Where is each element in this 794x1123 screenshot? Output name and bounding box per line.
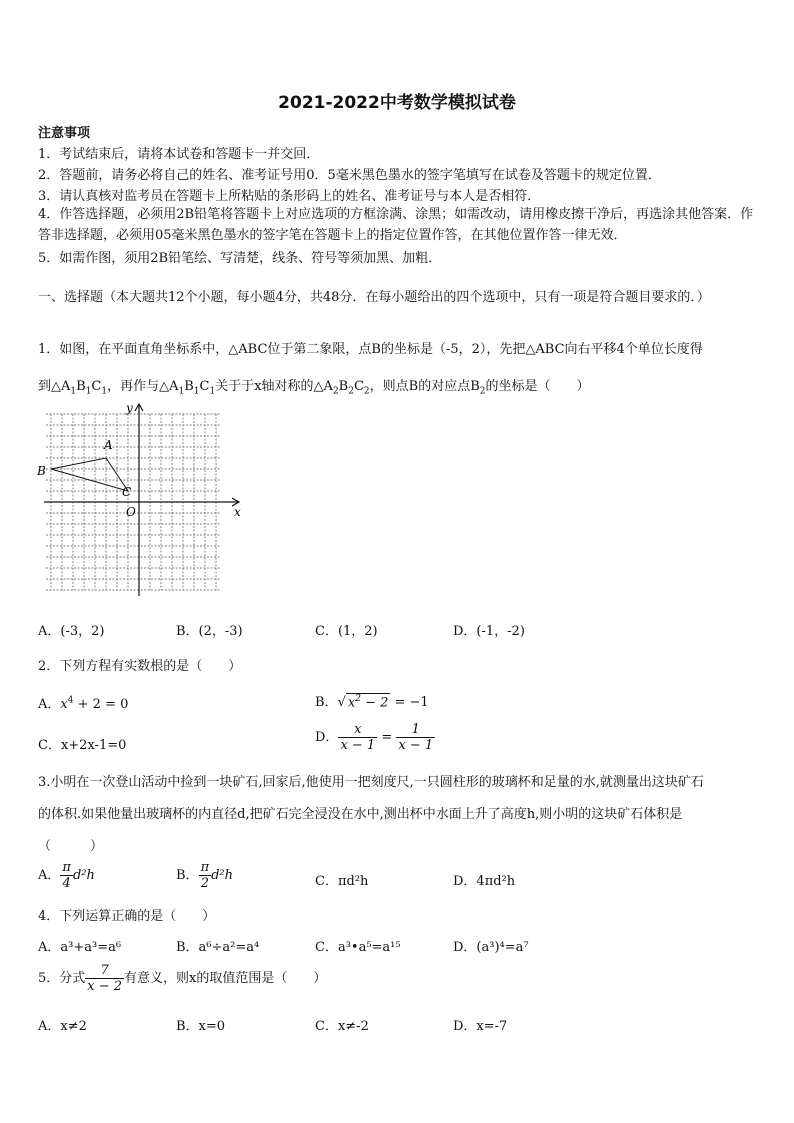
notice-item-3: 3．请认真核对监考员在答题卡上所粘贴的条形码上的姓名、准考证号与本人是否相符． — [38, 189, 541, 204]
q3-stem-line2: 的体积.如果他量出玻璃杯的内直径d,把矿石完全浸没在水中,测出杯中水面上升了高度h,则小明的这块矿石体积是 — [38, 807, 683, 822]
q3-option-c[interactable]: C．πd²h — [315, 874, 369, 889]
page-title: 2021-2022中考数学模拟试卷 — [278, 93, 516, 113]
q3-option-a[interactable]: A． $\frac{\pi}{4}$ d²h — [38, 860, 95, 891]
q3-stem-line1: 3.小明在一次登山活动中捡到一块矿石,回家后,他使用一把刻度尺,一只圆柱形的玻璃杯和足量的水,就测量出这块矿石 — [38, 775, 704, 790]
q1-option-b[interactable]: B．(2，-3) — [176, 624, 243, 639]
label-a: A — [104, 438, 113, 452]
q3-option-d[interactable]: D．4πd²h — [453, 874, 516, 889]
q5-option-d[interactable]: D．x=-7 — [453, 1019, 508, 1034]
label-x: x — [234, 505, 241, 519]
q5-option-a[interactable]: A．x≠2 — [38, 1019, 87, 1034]
q4-option-a[interactable]: A．a³+a³=a⁶ — [38, 940, 122, 955]
q1-option-c[interactable]: C．(1，2) — [315, 624, 378, 639]
q4-option-b[interactable]: B．a⁶÷a²=a⁴ — [176, 940, 260, 955]
q4-option-c[interactable]: C．a³•a⁵=a¹⁵ — [315, 940, 401, 955]
q2-stem: 2．下列方程有实数根的是（ ） — [38, 659, 242, 674]
q2-option-b[interactable]: B．√ $x^2 - 2 = -1$ — [315, 693, 429, 710]
q3-option-b[interactable]: B． $\frac{\pi}{2}$ d²h — [176, 860, 234, 891]
q5-option-c[interactable]: C．x≠-2 — [315, 1019, 369, 1034]
q2-option-d[interactable]: D． $\frac{x}{x - 1}$ = $\frac{1}{x - 1}$ — [315, 722, 434, 753]
label-origin: O — [126, 505, 136, 519]
triangle-abc — [51, 458, 128, 491]
q5-stem: 5．分式 $\frac{7}{x - 2}$ 有意义，则x的取值范围是（ ） — [38, 963, 327, 994]
notice-heading: 注意事项 — [38, 126, 91, 141]
q1-stem-line1: 1．如图，在平面直角坐标系中，△ABC位于第二象限，点B的坐标是（-5，2），先把△ABC向右平移4个单位长度得 — [38, 342, 703, 357]
label-c: C — [122, 485, 132, 499]
q1-option-d[interactable]: D．(-1，-2) — [453, 624, 525, 639]
notice-item-2: 2．答题前，请务必将自己的姓名、准考证号用0．5毫米黑色墨水的签字笔填写在试卷及答题卡的规定位置． — [38, 168, 661, 183]
q1-option-a[interactable]: A．(-3，2) — [38, 624, 105, 639]
q5-option-b[interactable]: B．x=0 — [176, 1019, 226, 1034]
label-y: y — [126, 401, 133, 415]
q2-option-a[interactable]: A．$x^4 + 2 = 0$ — [38, 695, 129, 712]
q1-stem-line2: 到$\triangle A_1B_1C_1$，再作与$\triangle A_1B_1C_1$关于于x轴对称的$\triangle A_2B_2C_2$，则点B的对应点$B_2$的坐标是（ ） — [38, 379, 590, 397]
notice-item-5: 5．如需作图，须用2B铅笔绘、写清楚，线条、符号等须加黑、加粗． — [38, 251, 442, 266]
q4-option-d[interactable]: D．(a³)⁴=a⁷ — [453, 940, 529, 955]
coordinate-figure — [34, 400, 249, 600]
notice-item-4: 4．作答选择题，必须用2B铅笔将答题卡上对应选项的方框涂满、涂黑；如需改动，请用橡皮擦干净后，再选涂其他答案．作答非选择题，必须用05毫米黑色墨水的签字笔在答题卡上的指定位置作答，在其他位置作答一律无效． — [38, 207, 754, 243]
q2-option-c[interactable]: C．x+2x-1=0 — [38, 738, 127, 753]
label-b: B — [37, 464, 46, 478]
q4-stem: 4．下列运算正确的是（ ） — [38, 909, 216, 924]
section-heading: 一、选择题（本大题共12个小题，每小题4分，共48分．在每小题给出的四个选项中，只有一项是符合题目要求的．） — [38, 290, 710, 305]
notice-item-1: 1．考试结束后，请将本试卷和答题卡一并交回． — [38, 147, 320, 162]
q3-stem-line3: （ ） — [38, 839, 104, 854]
